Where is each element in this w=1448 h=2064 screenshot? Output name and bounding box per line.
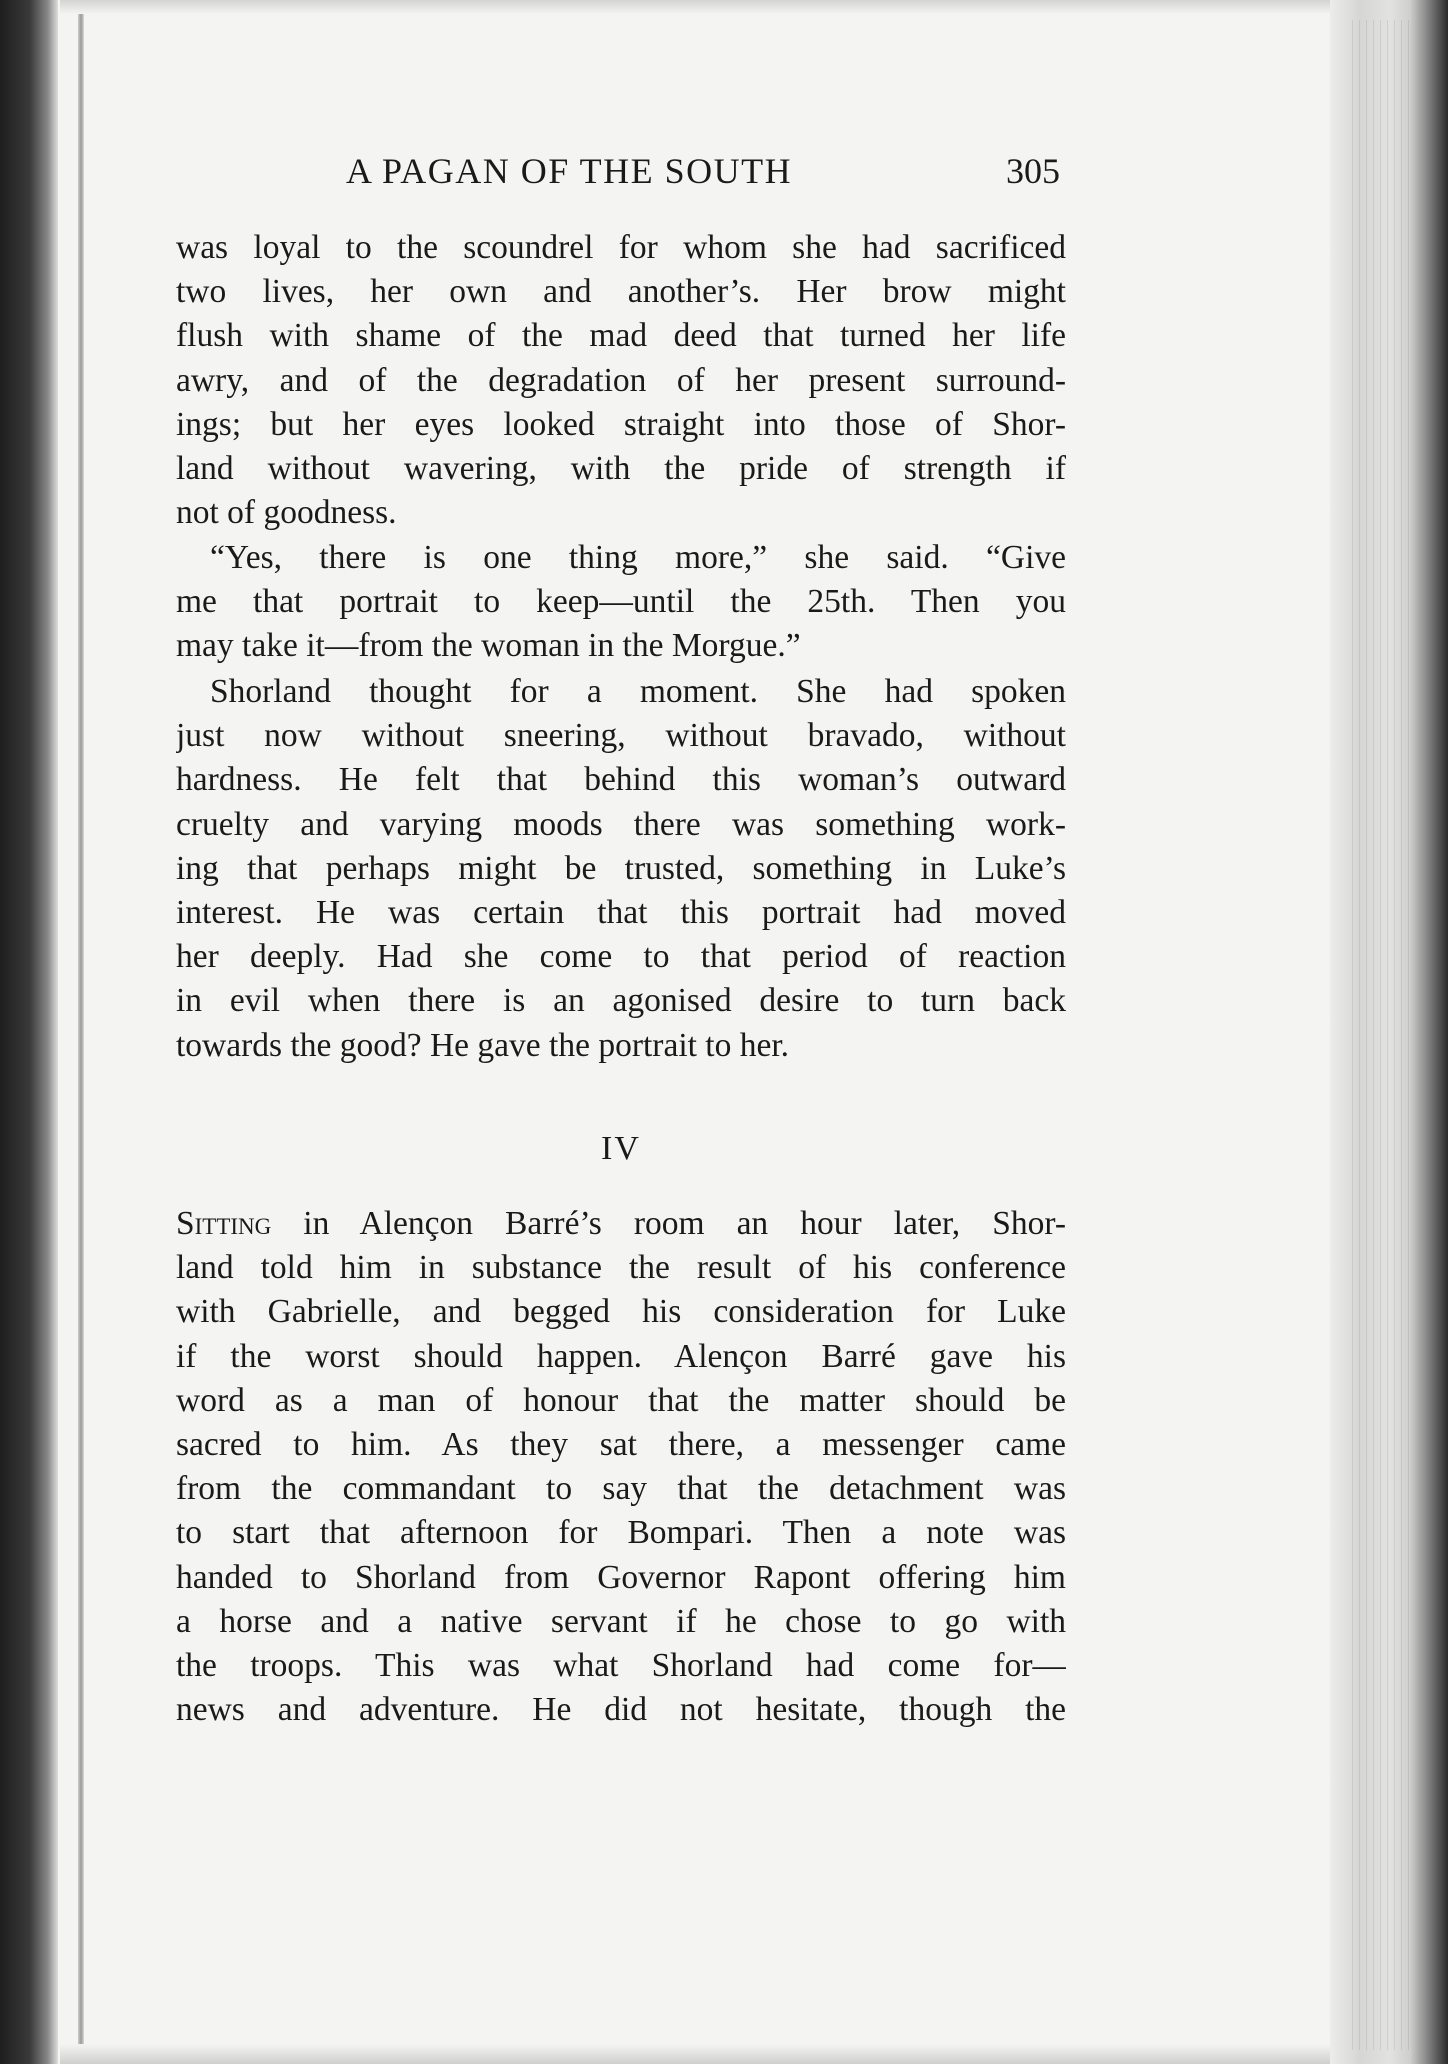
text-line: handed to Shorland from Governor Rapont offering him [176, 1558, 1066, 1596]
text-line: two lives, her own and another’s. Her brow might [176, 273, 1066, 311]
first-line-text: in Alençon Barré’s room an hour later, Shor- [271, 1205, 1066, 1242]
paragraph-dialogue [176, 536, 1066, 669]
text-line: hardness. He felt that behind this woman’s outward [176, 761, 1066, 799]
paragraph-continuation [176, 226, 1066, 535]
text-line: news and adventure. He did not hesitate, though the [176, 1691, 1066, 1729]
text-line: with Gabrielle, and begged his consideration for Luke [176, 1293, 1066, 1331]
text-line: from the commandant to say that the detachment was [176, 1470, 1066, 1508]
text-line: a horse and a native servant if he chose to go with [176, 1602, 1066, 1640]
text-line: may take it—from the woman in the Morgue.” [176, 627, 801, 665]
book-binding-edge [0, 0, 58, 2064]
text-line: to start that afternoon for Bompari. Then a note was [176, 1514, 1066, 1552]
bottom-page-shadow [60, 2044, 1330, 2064]
top-page-shadow [60, 0, 1330, 14]
text-line: not of goodness. [176, 494, 397, 532]
text-line: was loyal to the scoundrel for whom she had sacrificed [176, 229, 1066, 266]
paragraph-shorland [176, 670, 1066, 1068]
text-line: ings; but her eyes looked straight into those of Shor- [176, 405, 1066, 443]
text-line: land without wavering, with the pride of strength if [176, 449, 1066, 487]
text-line: the troops. This was what Shorland had come for— [176, 1646, 1066, 1684]
text-line: me that portrait to keep—until the 25th. Then you [176, 583, 1066, 621]
text-line: interest. He was certain that this portrait had moved [176, 893, 1066, 931]
text-line: Shorland thought for a moment. She had spoken [210, 673, 1066, 710]
text-line: awry, and of the degradation of her present surround- [176, 361, 1066, 399]
text-line: in evil when there is an agonised desire to turn back [176, 982, 1066, 1020]
text-line: cruelty and varying moods there was something work- [176, 805, 1066, 843]
gutter-shadow [78, 0, 84, 2064]
text-line: if the worst should happen. Alençon Barré gave his [176, 1337, 1066, 1375]
text-line: word as a man of honour that the matter should be [176, 1381, 1066, 1419]
section-heading: IV [601, 1130, 641, 1167]
running-title: A PAGAN OF THE SOUTH [346, 151, 793, 191]
section-paragraph [176, 1202, 1066, 1732]
text-line: flush with shame of the mad deed that turned her life [176, 317, 1066, 355]
running-head [176, 150, 1066, 198]
text-line: land told him in substance the result of his conference [176, 1249, 1066, 1287]
page-number: 305 [1006, 151, 1060, 191]
small-caps-lead-word: Sitting [176, 1205, 272, 1242]
text-line: just now without sneering, without bravado, without [176, 717, 1066, 755]
text-line-first [176, 1202, 1066, 1246]
text-line: her deeply. Had she come to that period of reaction [176, 938, 1066, 976]
text-line: towards the good? He gave the portrait to her. [176, 1026, 790, 1064]
text-line: “Yes, there is one thing more,” she said. “Give [210, 539, 1066, 576]
text-line: sacred to him. As they sat there, a messenger came [176, 1425, 1066, 1463]
page-stack-lines [1352, 20, 1412, 2050]
text-line: ing that perhaps might be trusted, something in Luke’s [176, 849, 1066, 887]
